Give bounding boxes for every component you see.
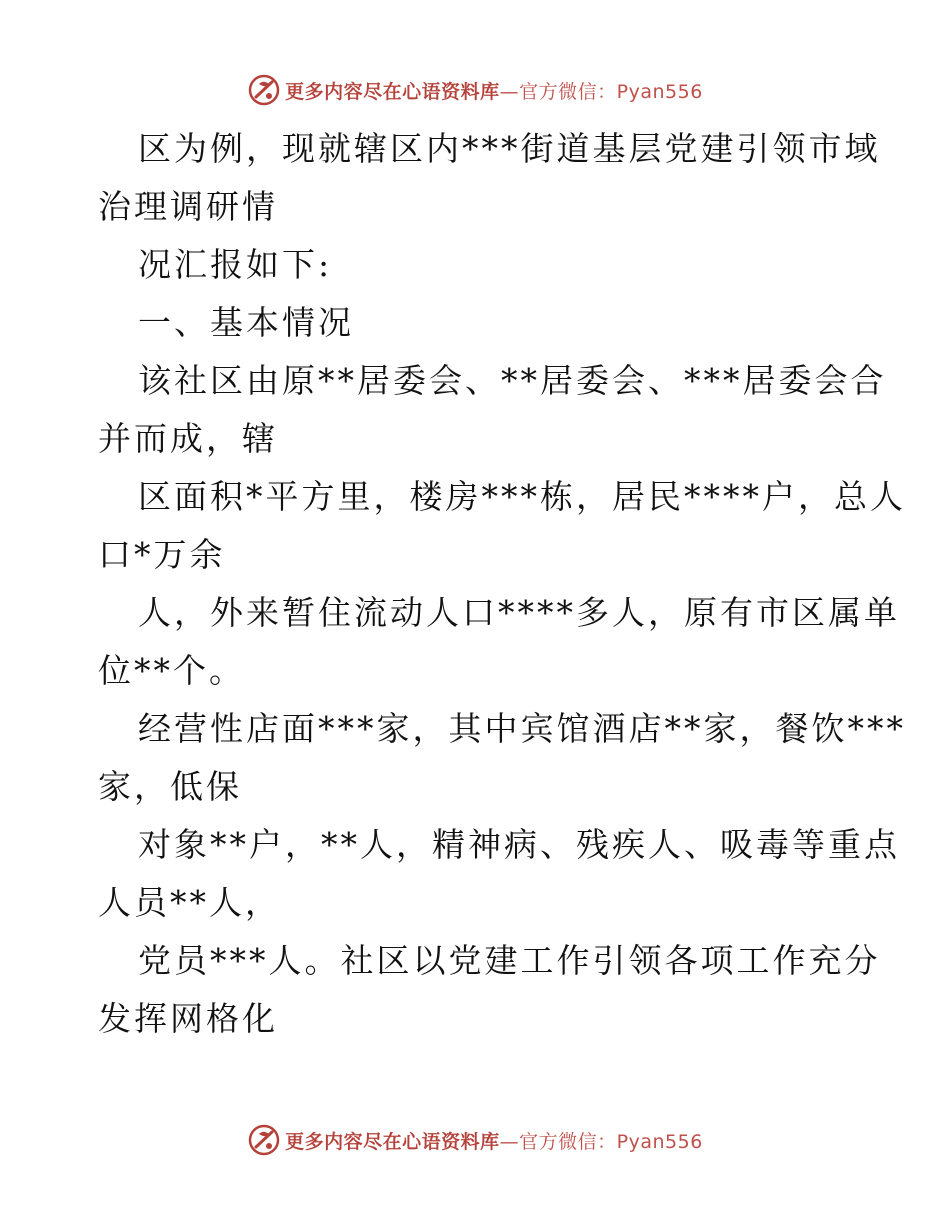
watermark-sub-text: —官方微信：Pyan556 bbox=[499, 1130, 703, 1153]
body-line: 并而成，辖 bbox=[98, 419, 278, 458]
body-line: 口*万余 bbox=[98, 535, 226, 574]
body-line: 人，外来暂住流动人口****多人，原有市区属单 bbox=[138, 593, 900, 632]
body-line: 党员***人。社区以党建工作引领各项工作充分 bbox=[138, 941, 881, 980]
body-line: 区面积*平方里，楼房***栋，居民****户，总人 bbox=[138, 477, 906, 516]
document-body bbox=[98, 120, 906, 1048]
body-line: 治理调研情 bbox=[98, 187, 278, 226]
watermark-main-text: 更多内容尽在心语资料库 bbox=[285, 1130, 500, 1153]
body-line: 况汇报如下: bbox=[138, 245, 333, 284]
body-line: 对象**户，**人，精神病、残疾人、吸毒等重点 bbox=[138, 825, 900, 864]
body-line: 该社区由原**居委会、**居委会、***居委会合 bbox=[138, 361, 887, 400]
body-line: 人员**人， bbox=[98, 883, 281, 922]
red-seal-logo-icon bbox=[247, 73, 281, 107]
watermark-sub-text: —官方微信：Pyan556 bbox=[499, 80, 703, 103]
body-line: 经营性店面***家，其中宾馆酒店**家，餐饮*** bbox=[138, 709, 906, 748]
red-seal-logo-icon bbox=[247, 1123, 281, 1157]
body-line: 家，低保 bbox=[98, 767, 242, 806]
body-line: 区为例，现就辖区内***街道基层党建引领市域 bbox=[138, 129, 881, 168]
section-heading: 一、基本情况 bbox=[138, 303, 354, 342]
header-watermark bbox=[0, 70, 950, 110]
watermark-main-text: 更多内容尽在心语资料库 bbox=[285, 80, 500, 103]
body-line: 位**个。 bbox=[98, 651, 245, 690]
footer-watermark bbox=[0, 1120, 950, 1160]
body-line: 发挥网格化 bbox=[98, 999, 278, 1038]
